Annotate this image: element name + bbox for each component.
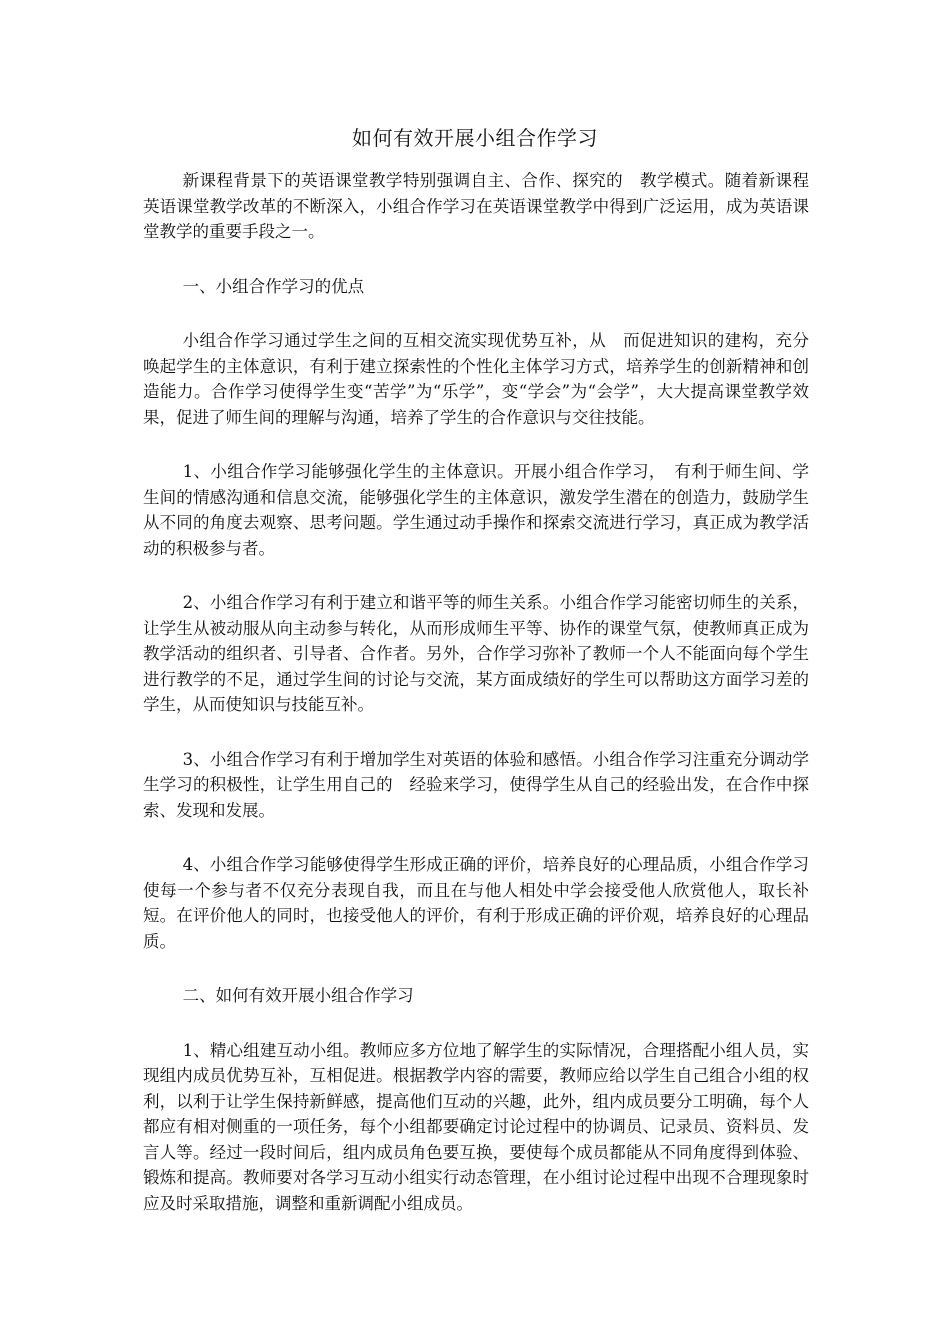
point-4-paragraph: 4、小组合作学习能够使得学生形成正确的评价，培养良好的心理品质，小组合作学习使每一个参与者不仅充分表现自我，而且在与他人相处中学会接受他人欣赏他人，取长补短。在评价他人的同时，也接受他人的评价，有利于形成正确的评价观，培养良好的心理品质。 (143, 855, 809, 951)
section-heading-advantages: 一、小组合作学习的优点 (182, 276, 365, 296)
section-heading-how-to: 二、如何有效开展小组合作学习 (182, 986, 414, 1005)
advantages-paragraph: 小组合作学习通过学生之间的互相交流实现优势互补，从 而促进知识的建构，充分唤起学生的主体意识，有利于建立探索性的个性化主体学习方式，培养学生的创新精神和创造能力。合作学习使得学生变“苦学”为“乐学”，变“学会”为“会学”，大大提高课堂教学效果，促进了师生间的理解与沟通，培养了学生的合作意识与交往技能。 (143, 331, 809, 427)
how-to-point-1-paragraph: 1、精心组建互动小组。教师应多方位地了解学生的实际情况，合理搭配小组人员，实现组内成员优势互补，互相促进。根据教学内容的需要，教师应给以学生自己组合小组的权利，以利于让学生保持新鲜感，提高他们互动的兴趣，此外，组内成员要分工明确，每个人都应有相对侧重的一项任务，每个小组都要确定讨论过程中的协调员、记录员、资料员、发言人等。经过一段时间后，组内成员角色要互换，要使每个成员都能从不同角度得到体验、锻炼和提高。教师要对各学习互动小组实行动态管理，在小组讨论过程中出现不合理现象时应及时采取措施，调整和重新调配小组成员。 (143, 1040, 809, 1213)
document-title: 如何有效开展小组合作学习 (352, 126, 598, 150)
point-2-paragraph: 2、小组合作学习有利于建立和谐平等的师生关系。小组合作学习能密切师生的关系，让学生从被动服从向主动参与转化，从而形成师生平等、协作的课堂气氛，使教师真正成为教学活动的组织者、引导者、合作者。另外，合作学习弥补了教师一个人不能面向每个学生进行教学的不足，通过学生间的讨论与交流，某方面成绩好的学生可以帮助这方面学习差的学生，从而使知识与技能互补。 (143, 593, 809, 714)
point-1-paragraph: 1、小组合作学习能够强化学生的主体意识。开展小组合作学习， 有利于师生间、学生间的情感沟通和信息交流，能够强化学生的主体意识，激发学生潜在的创造力，鼓励学生从不同的角度去观察、思考问题。学生通过动手操作和探索交流进行学习，真正成为教学活动的积极参与者。 (143, 462, 809, 558)
intro-paragraph: 新课程背景下的英语课堂教学特别强调自主、合作、探究的 教学模式。随着新课程英语课堂教学改革的不断深入，小组合作学习在英语课堂教学中得到广泛运用，成为英语课堂教学的重要手段之一。 (143, 171, 809, 241)
document-body (143, 168, 809, 1245)
point-3-paragraph: 3、小组合作学习有利于增加学生对英语的体验和感悟。小组合作学习注重充分调动学生学习的积极性，让学生用自己的 经验来学习，使得学生从自己的经验出发，在合作中探索、发现和发展。 (143, 749, 809, 820)
